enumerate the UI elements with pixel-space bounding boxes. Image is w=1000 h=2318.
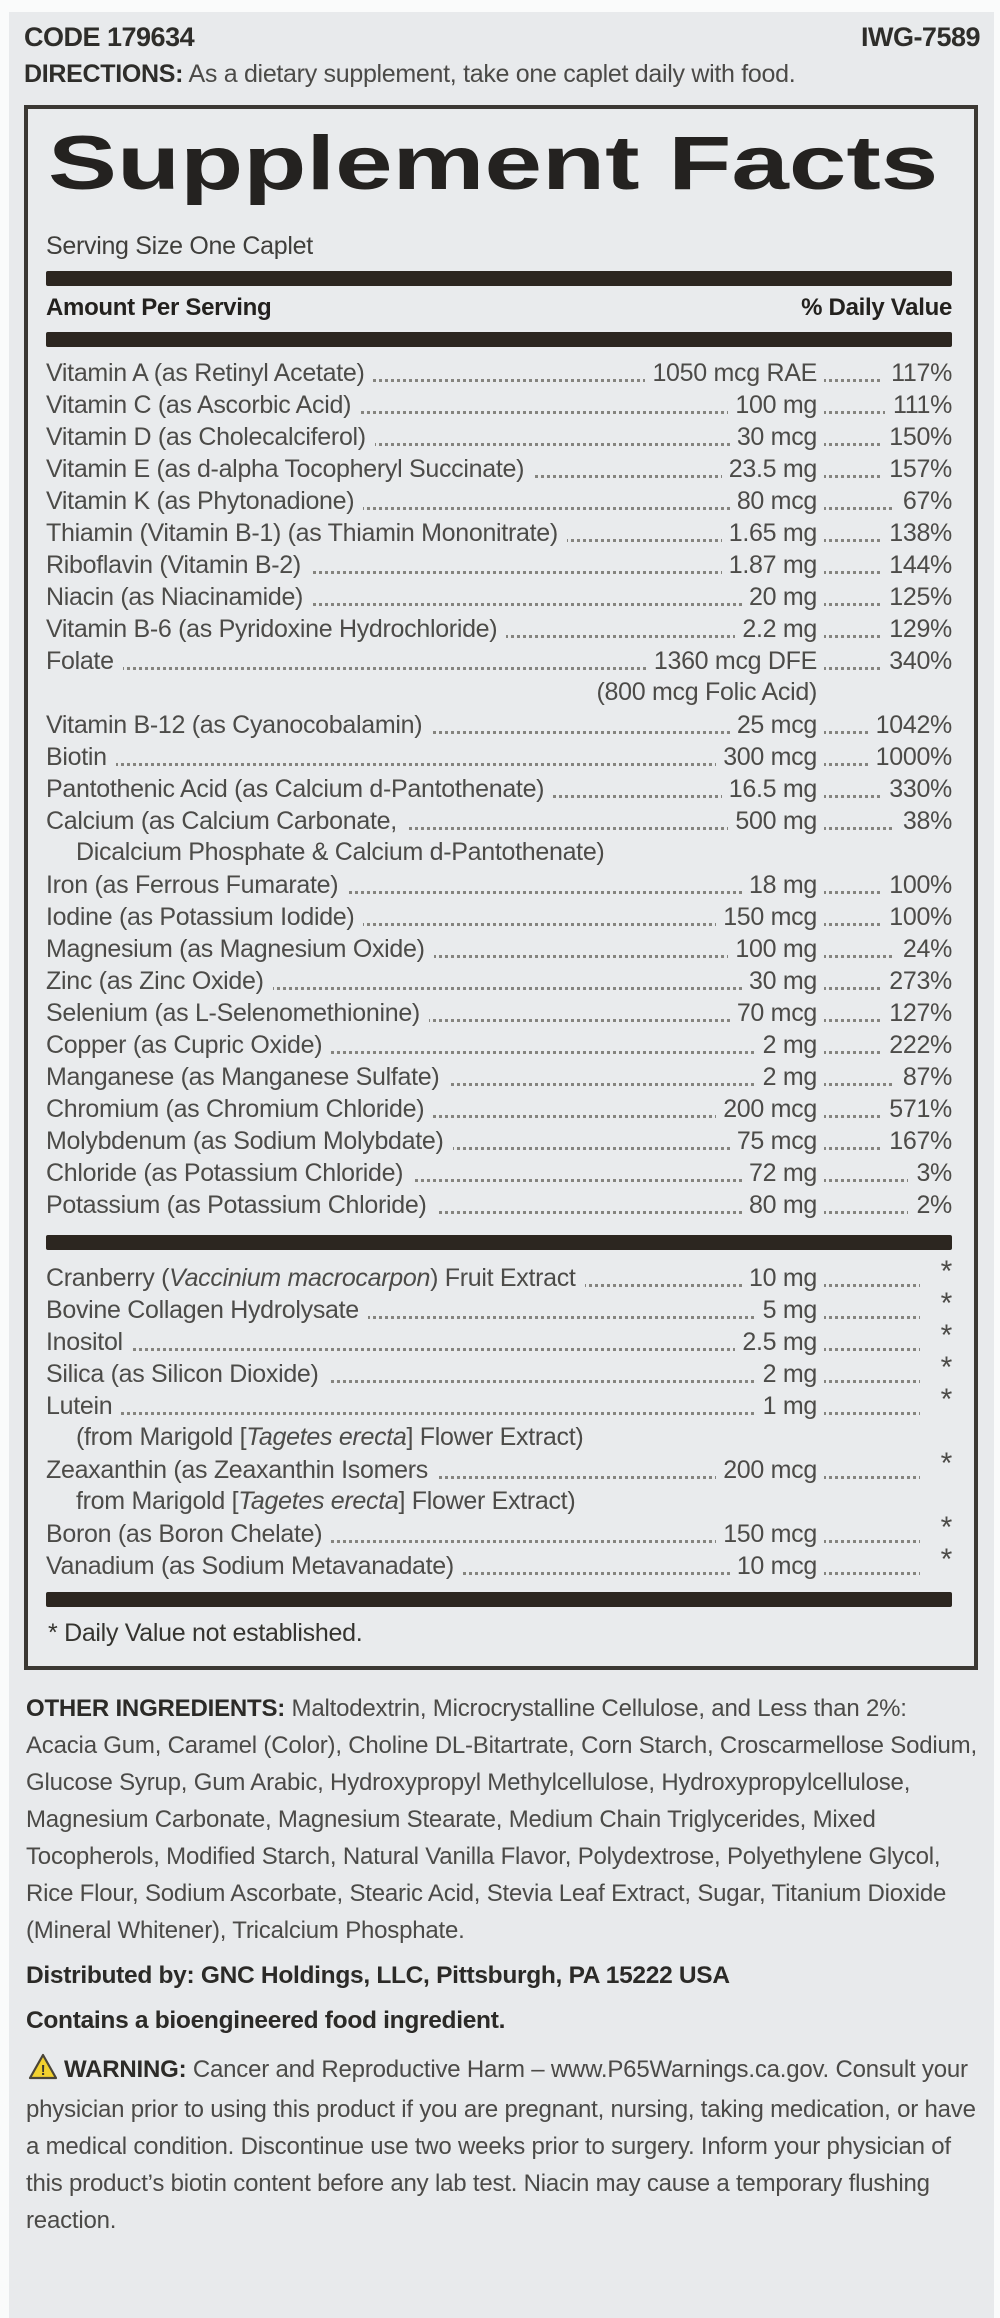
table-row-note: Dicalcium Phosphate & Calcium d-Pantothenate) bbox=[76, 838, 605, 867]
bioengineered-statement: Contains a bioengineered food ingredient. bbox=[26, 2007, 506, 2035]
table-row: Vanadium (as Sodium Metavanadate) 10 mcg * bbox=[46, 1543, 952, 1581]
directions-text: As a dietary supplement, take one caplet daily with food. bbox=[188, 60, 796, 88]
table-row: Chromium (as Chromium Chloride) 200 mcg 571% bbox=[46, 1095, 952, 1124]
table-row: Thiamin (Vitamin B-1) (as Thiamin Mononitrate) 1.65 mg 138% bbox=[46, 519, 952, 548]
warning-label: WARNING: bbox=[64, 2056, 187, 2084]
label-panel bbox=[9, 12, 994, 2318]
table-row: Vitamin B-12 (as Cyanocobalamin) 25 mcg 1042% bbox=[46, 711, 952, 740]
table-row: Zinc (as Zinc Oxide) 30 mg 273% bbox=[46, 967, 952, 996]
column-headers bbox=[46, 294, 952, 322]
amount-per-serving-header: Amount Per Serving bbox=[46, 294, 272, 322]
table-row-note: (800 mcg Folic Acid) bbox=[596, 678, 817, 707]
table-row: Silica (as Silicon Dioxide) 2 mg * bbox=[46, 1351, 952, 1389]
svg-text:!: ! bbox=[40, 2062, 46, 2080]
table-row-note: from Marigold [Tagetes erecta] Flower Extract) bbox=[76, 1487, 576, 1516]
divider-bar bbox=[46, 1592, 952, 1607]
table-row: Molybdenum (as Sodium Molybdate) 75 mcg 167% bbox=[46, 1127, 952, 1156]
warning-text: Cancer and Reproductive Harm – www.P65Warnings.ca.gov. Consult your physician prior to using this product if you are pregnant, nursing, taking medication, or have a medical condition. Discontinue use two weeks prior to surgery. Inform your physician of this product’s biotin content before any lab test. Niacin may cause a temporary flushing reaction. bbox=[26, 2056, 976, 2235]
label-sku: IWG-7589 bbox=[860, 22, 980, 52]
table-row: Niacin (as Niacinamide) 20 mg 125% bbox=[46, 583, 952, 612]
botanical-rows bbox=[46, 1255, 952, 1582]
other-ingredients bbox=[26, 1690, 980, 1949]
divider-bar bbox=[46, 332, 952, 347]
table-row: Vitamin D (as Cholecalciferol) 30 mcg 150% bbox=[46, 423, 952, 452]
nutrient-rows bbox=[46, 357, 952, 1221]
product-code: CODE 179634 bbox=[24, 22, 195, 52]
table-row: Vitamin E (as d-alpha Tocopheryl Succinate) 23.5 mg 157% bbox=[46, 455, 952, 484]
directions bbox=[24, 60, 980, 89]
divider-bar bbox=[46, 1235, 952, 1250]
table-row: Potassium (as Potassium Chloride) 80 mg 2% bbox=[46, 1191, 952, 1220]
divider-bar bbox=[46, 271, 952, 286]
table-row: Chloride (as Potassium Chloride) 72 mg 3% bbox=[46, 1159, 952, 1188]
table-row: Inositol 2.5 mg * bbox=[46, 1319, 952, 1357]
other-ingredients-text: Maltodextrin, Microcrystalline Cellulose, and Less than 2%: Acacia Gum, Caramel (Color), Choline DL-Bitartrate, Corn Starch, Croscarmellose Sodium, Glucose Syrup, Gum Arabic, Hydroxypropyl Methylcellulose, Hydroxypropylcellulose, Magnesium Carbonate, Magnesium Stearate, Medium Chain Triglycerides, Mixed Tocopherols, Modified Starch, Natural Vanilla Flavor, Polydextrose, Polyethylene Glycol, Rice Flour, Sodium Ascorbate, Stearic Acid, Stevia Leaf Extract, Sugar, Titanium Dioxide (Mineral Whitener), Tricalcium Phosphate. bbox=[26, 1695, 977, 1945]
table-row: Riboflavin (Vitamin B-2) 1.87 mg 144% bbox=[46, 551, 952, 580]
table-row: Boron (as Boron Chelate) 150 mcg * bbox=[46, 1511, 952, 1549]
table-row: Biotin 300 mcg 1000% bbox=[46, 743, 952, 772]
serving-size: Serving Size One Caplet bbox=[46, 232, 313, 261]
supplement-facts-title: Supplement Facts bbox=[48, 121, 939, 206]
table-row: Manganese (as Manganese Sulfate) 2 mg 87% bbox=[46, 1063, 952, 1092]
daily-value-footnote: * Daily Value not established. bbox=[48, 1619, 363, 1648]
label-header bbox=[18, 22, 984, 53]
table-row: Vitamin C (as Ascorbic Acid) 100 mg 111% bbox=[46, 391, 952, 420]
table-row: Calcium (as Calcium Carbonate, 500 mg 38% bbox=[46, 807, 952, 836]
table-row: Iron (as Ferrous Fumarate) 18 mg 100% bbox=[46, 871, 952, 900]
table-row: Pantothenic Acid (as Calcium d-Pantothenate) 16.5 mg 330% bbox=[46, 775, 952, 804]
table-row: Iodine (as Potassium Iodide) 150 mcg 100% bbox=[46, 903, 952, 932]
supplement-facts-box bbox=[24, 105, 978, 1670]
table-row-note: (from Marigold [Tagetes erecta] Flower Extract) bbox=[76, 1423, 584, 1452]
directions-label: DIRECTIONS: bbox=[24, 60, 184, 88]
daily-value-header: % Daily Value bbox=[801, 294, 952, 322]
table-row: Folate 1360 mcg DFE 340% bbox=[46, 647, 952, 676]
table-row: Vitamin A (as Retinyl Acetate) 1050 mcg RAE 117% bbox=[46, 359, 952, 388]
table-row: Vitamin K (as Phytonadione) 80 mcg 67% bbox=[46, 487, 952, 516]
table-row: Selenium (as L-Selenomethionine) 70 mcg 127% bbox=[46, 999, 952, 1028]
table-row: Cranberry (Vaccinium macrocarpon) Fruit Extract 10 mg * bbox=[46, 1255, 952, 1293]
table-row: Vitamin B-6 (as Pyridoxine Hydrochloride) 2.2 mg 129% bbox=[46, 615, 952, 644]
table-row: Bovine Collagen Hydrolysate 5 mg * bbox=[46, 1287, 952, 1325]
table-row: Magnesium (as Magnesium Oxide) 100 mg 24% bbox=[46, 935, 952, 964]
table-row: Lutein 1 mg * bbox=[46, 1383, 952, 1421]
warning-triangle-icon bbox=[28, 2053, 58, 2091]
other-ingredients-label: OTHER INGREDIENTS: bbox=[26, 1695, 286, 1723]
prop65-warning bbox=[26, 2051, 980, 2239]
distributed-by: Distributed by: GNC Holdings, LLC, Pittsburgh, PA 15222 USA bbox=[26, 1962, 730, 1990]
table-row: Zeaxanthin (as Zeaxanthin Isomers 200 mcg * bbox=[46, 1447, 952, 1485]
table-row: Copper (as Cupric Oxide) 2 mg 222% bbox=[46, 1031, 952, 1060]
